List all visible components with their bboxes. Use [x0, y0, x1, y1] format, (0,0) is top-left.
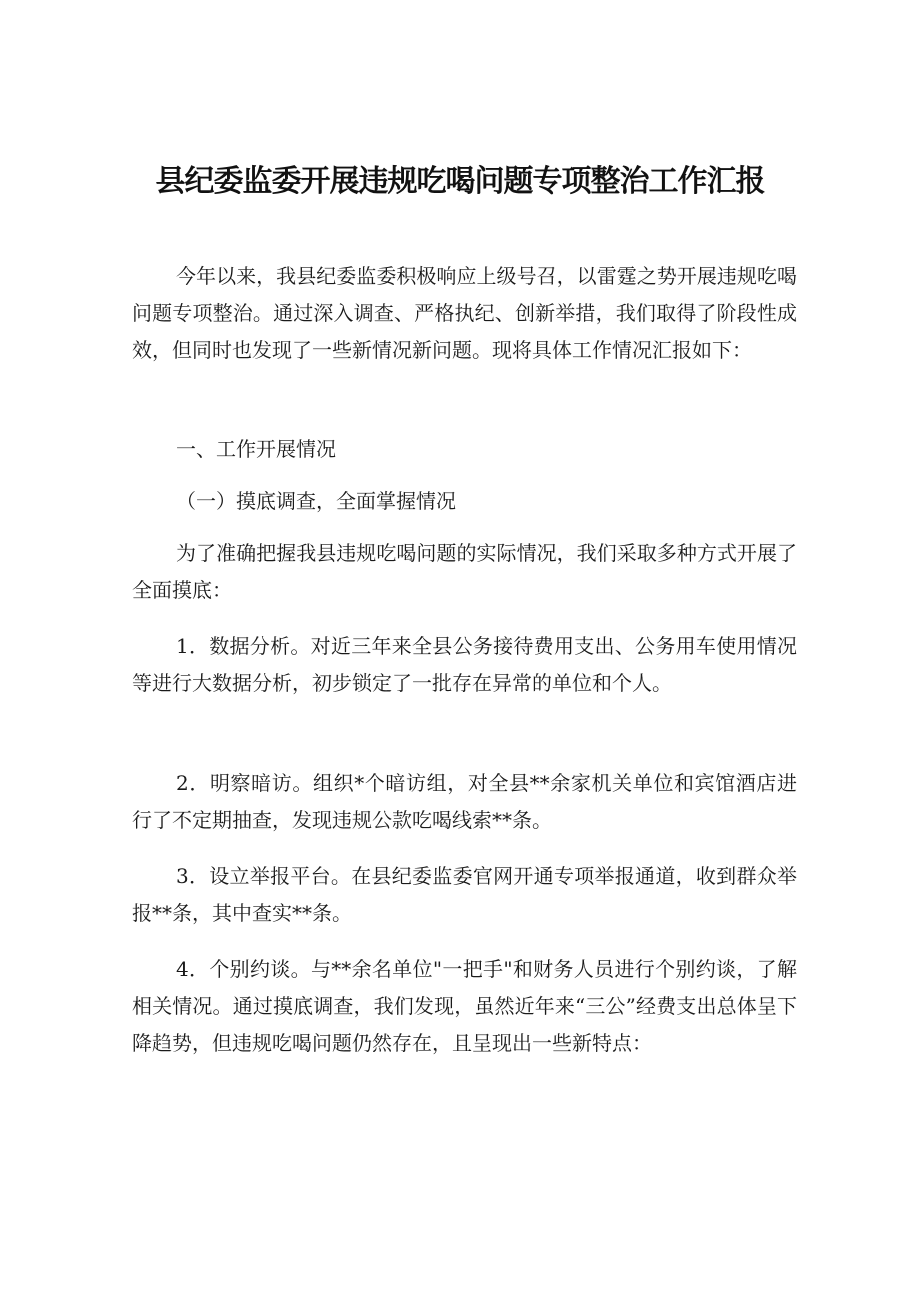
- intro-paragraph: 今年以来，我县纪委监委积极响应上级号召，以雷霆之势开展违规吃喝问题专项整治。通过深入调查、严格执纪、创新举措，我们取得了阶段性成效，但同时也发现了一些新情况新问题。现将具体工作情况汇报如下：: [132, 264, 797, 362]
- list-item-inspection: 2．明察暗访。组织*个暗访组，对全县**余家机关单位和宾馆酒店进行了不定期抽查，发现违规公款吃喝线索**条。: [132, 771, 797, 832]
- list-item-report-platform: 3．设立举报平台。在县纪委监委官网开通专项举报通道，收到群众举报**条，其中查实**条。: [132, 864, 797, 925]
- subsection-heading-1: （一）摸底调查，全面掌握情况: [176, 489, 456, 513]
- lead-paragraph: 为了准确把握我县违规吃喝问题的实际情况，我们采取多种方式开展了全面摸底：: [132, 541, 797, 602]
- document-title: 县纪委监委开展违规吃喝问题专项整治工作汇报: [155, 164, 765, 199]
- list-item-data-analysis: 1．数据分析。对近三年来全县公务接待费用支出、公务用车使用情况等进行大数据分析，初步锁定了一批存在异常的单位和个人。: [132, 634, 797, 695]
- list-item-interviews: 4．个别约谈。与**余名单位"一把手"和财务人员进行个别约谈，了解相关情况。通过摸底调查，我们发现，虽然近年来“三公”经费支出总体呈下降趋势，但违规吃喝问题仍然存在，且呈现出一些新特点：: [132, 957, 797, 1055]
- section-heading-1: 一、工作开展情况: [176, 437, 336, 461]
